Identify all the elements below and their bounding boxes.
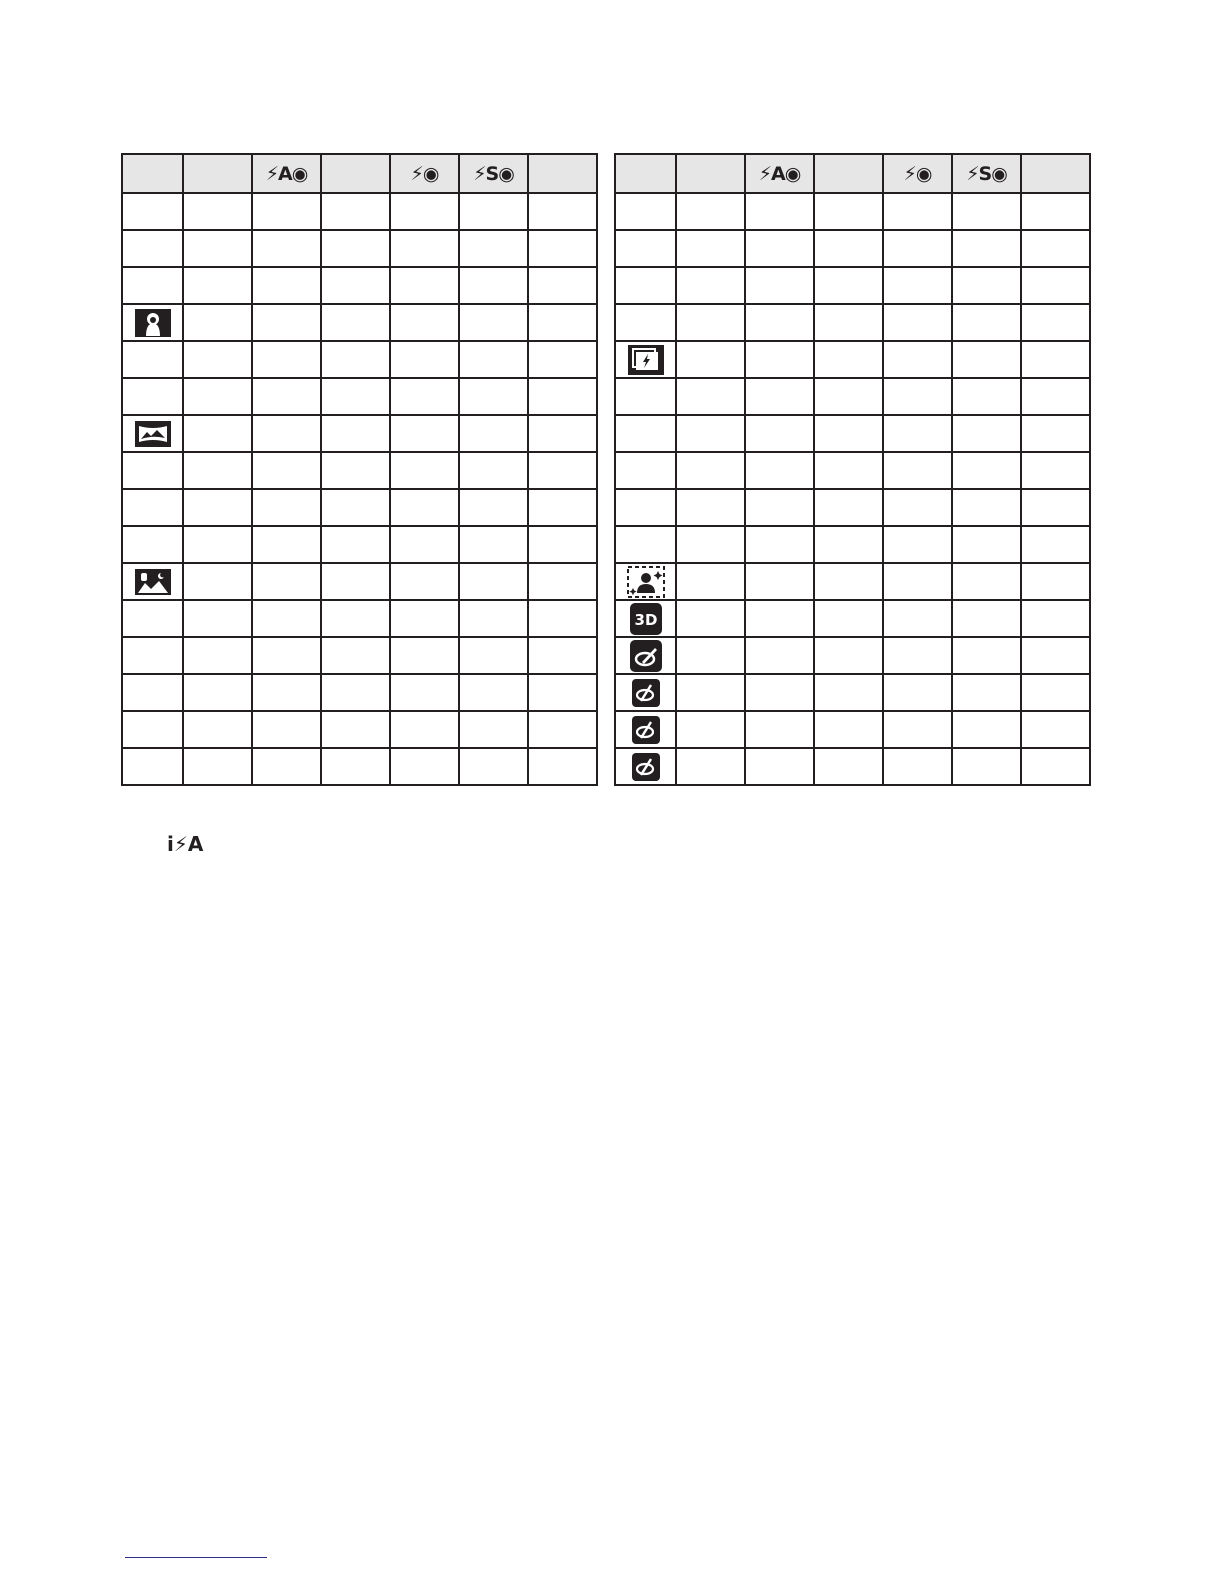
table-cell bbox=[883, 304, 952, 341]
table-cell bbox=[676, 489, 745, 526]
scene-cell bbox=[122, 267, 183, 304]
table-cell bbox=[814, 563, 883, 600]
table-cell bbox=[390, 674, 459, 711]
table-cell bbox=[1021, 563, 1090, 600]
table-cell bbox=[390, 415, 459, 452]
table-cell bbox=[676, 193, 745, 230]
table-cell bbox=[1021, 637, 1090, 674]
table-cell bbox=[528, 637, 597, 674]
table-cell bbox=[952, 563, 1021, 600]
table-cell bbox=[814, 711, 883, 748]
table-cell bbox=[252, 193, 321, 230]
table-cell bbox=[745, 193, 814, 230]
table-cell bbox=[814, 674, 883, 711]
table-cell bbox=[528, 193, 597, 230]
table-cell bbox=[183, 600, 252, 637]
header-cell-slow-redeye: ⚡S◉ bbox=[459, 154, 528, 193]
table-cell bbox=[183, 637, 252, 674]
table-cell bbox=[952, 415, 1021, 452]
table-row bbox=[122, 637, 597, 674]
table-row bbox=[615, 378, 1090, 415]
table-header-row bbox=[122, 154, 597, 193]
table-cell bbox=[252, 748, 321, 785]
table-cell bbox=[745, 637, 814, 674]
table-cell bbox=[321, 489, 390, 526]
scene-cell bbox=[615, 748, 676, 785]
table-cell bbox=[459, 674, 528, 711]
header-cell bbox=[1021, 154, 1090, 193]
table-row bbox=[122, 378, 597, 415]
table-cell bbox=[1021, 674, 1090, 711]
table-cell bbox=[883, 341, 952, 378]
scene-cell bbox=[615, 193, 676, 230]
scene-cell bbox=[615, 674, 676, 711]
table-cell bbox=[1021, 304, 1090, 341]
table-cell bbox=[745, 600, 814, 637]
table-cell bbox=[459, 378, 528, 415]
table-cell bbox=[1021, 600, 1090, 637]
table-cell bbox=[676, 748, 745, 785]
table-cell bbox=[952, 748, 1021, 785]
table-cell bbox=[252, 526, 321, 563]
table-cell bbox=[183, 526, 252, 563]
table-row bbox=[615, 267, 1090, 304]
scene-cell bbox=[615, 378, 676, 415]
table-cell bbox=[252, 674, 321, 711]
table-cell bbox=[676, 637, 745, 674]
table-cell bbox=[321, 637, 390, 674]
table-cell bbox=[390, 489, 459, 526]
table-cell bbox=[528, 526, 597, 563]
table-cell bbox=[883, 267, 952, 304]
table-cell bbox=[528, 267, 597, 304]
table-cell bbox=[390, 600, 459, 637]
table-row bbox=[122, 304, 597, 341]
table-cell bbox=[390, 563, 459, 600]
table-cell bbox=[745, 341, 814, 378]
table-cell bbox=[390, 341, 459, 378]
table-cell bbox=[528, 415, 597, 452]
table-row bbox=[615, 193, 1090, 230]
table-cell bbox=[459, 600, 528, 637]
scene-cell bbox=[122, 378, 183, 415]
table-row bbox=[122, 452, 597, 489]
table-cell bbox=[459, 193, 528, 230]
table-cell bbox=[183, 674, 252, 711]
table-cell bbox=[814, 748, 883, 785]
table-cell bbox=[745, 378, 814, 415]
table-cell bbox=[321, 415, 390, 452]
header-cell bbox=[615, 154, 676, 193]
table-cell bbox=[814, 489, 883, 526]
table-cell bbox=[952, 526, 1021, 563]
table-cell bbox=[1021, 341, 1090, 378]
table-cell bbox=[676, 526, 745, 563]
header-cell-forced-redeye: ⚡◉ bbox=[883, 154, 952, 193]
table-cell bbox=[814, 600, 883, 637]
table-cell bbox=[183, 378, 252, 415]
table-cell bbox=[952, 304, 1021, 341]
table-row bbox=[615, 637, 1090, 674]
scene-cell bbox=[122, 526, 183, 563]
scene-cell bbox=[122, 415, 183, 452]
scene-cell bbox=[122, 637, 183, 674]
table-cell bbox=[252, 563, 321, 600]
table-row bbox=[122, 674, 597, 711]
table-cell bbox=[321, 526, 390, 563]
table-cell bbox=[252, 415, 321, 452]
table-cell bbox=[745, 489, 814, 526]
table-cell bbox=[183, 230, 252, 267]
table-row bbox=[122, 489, 597, 526]
table-row bbox=[615, 748, 1090, 785]
table-cell bbox=[1021, 489, 1090, 526]
table-row bbox=[615, 674, 1090, 711]
table-cell bbox=[390, 526, 459, 563]
table-cell bbox=[390, 378, 459, 415]
scene-cell bbox=[615, 526, 676, 563]
table-cell bbox=[528, 674, 597, 711]
table-cell bbox=[676, 674, 745, 711]
table-cell bbox=[321, 711, 390, 748]
table-cell bbox=[459, 304, 528, 341]
table-cell bbox=[883, 711, 952, 748]
scene-cell bbox=[615, 230, 676, 267]
table-row bbox=[122, 711, 597, 748]
scene-cell bbox=[122, 600, 183, 637]
scene-cell bbox=[122, 341, 183, 378]
table-cell bbox=[390, 748, 459, 785]
table-cell bbox=[1021, 267, 1090, 304]
table-cell bbox=[676, 711, 745, 748]
table-row bbox=[615, 452, 1090, 489]
flash-legend-symbol: i⚡A bbox=[167, 832, 204, 856]
table-cell bbox=[676, 230, 745, 267]
table-cell bbox=[745, 526, 814, 563]
table-cell bbox=[814, 267, 883, 304]
eye-pen-icon bbox=[632, 716, 660, 744]
table-cell bbox=[252, 711, 321, 748]
table-cell bbox=[883, 415, 952, 452]
table-cell bbox=[390, 452, 459, 489]
header-cell bbox=[528, 154, 597, 193]
table-cell bbox=[676, 600, 745, 637]
header-cell-slow-redeye: ⚡S◉ bbox=[952, 154, 1021, 193]
table-row bbox=[122, 341, 597, 378]
table-cell bbox=[952, 341, 1021, 378]
table-cell bbox=[390, 193, 459, 230]
table-cell bbox=[1021, 748, 1090, 785]
scene-cell bbox=[615, 563, 676, 600]
scene-cell bbox=[615, 600, 676, 637]
table-cell bbox=[459, 489, 528, 526]
table-cell bbox=[676, 415, 745, 452]
scene-cell bbox=[615, 267, 676, 304]
table-cell bbox=[528, 304, 597, 341]
table-cell bbox=[459, 267, 528, 304]
table-cell bbox=[952, 489, 1021, 526]
table-cell bbox=[321, 748, 390, 785]
table-cell bbox=[1021, 711, 1090, 748]
table-cell bbox=[321, 378, 390, 415]
table-cell bbox=[952, 267, 1021, 304]
table-cell bbox=[814, 452, 883, 489]
table-cell bbox=[459, 452, 528, 489]
table-cell bbox=[252, 452, 321, 489]
table-cell bbox=[745, 267, 814, 304]
table-cell bbox=[952, 674, 1021, 711]
table-cell bbox=[883, 526, 952, 563]
table-cell bbox=[321, 304, 390, 341]
table-cell bbox=[252, 378, 321, 415]
table-cell bbox=[321, 267, 390, 304]
table-cell bbox=[1021, 452, 1090, 489]
table-cell bbox=[952, 637, 1021, 674]
table-cell bbox=[745, 230, 814, 267]
table-cell bbox=[183, 748, 252, 785]
table-row bbox=[615, 711, 1090, 748]
table-cell bbox=[183, 193, 252, 230]
table-row bbox=[122, 748, 597, 785]
table-cell bbox=[183, 267, 252, 304]
table-cell bbox=[321, 674, 390, 711]
table-cell bbox=[814, 415, 883, 452]
scene-cell bbox=[122, 563, 183, 600]
table-row bbox=[122, 600, 597, 637]
flash-burst-icon bbox=[628, 345, 664, 375]
table-cell bbox=[883, 748, 952, 785]
table-row bbox=[615, 600, 1090, 637]
scene-cell bbox=[122, 674, 183, 711]
table-cell bbox=[528, 230, 597, 267]
table-row bbox=[122, 193, 597, 230]
scene-cell bbox=[615, 304, 676, 341]
table-cell bbox=[528, 600, 597, 637]
scene-cell bbox=[122, 711, 183, 748]
table-cell bbox=[459, 341, 528, 378]
table-cell bbox=[883, 489, 952, 526]
table-cell bbox=[528, 563, 597, 600]
table-cell bbox=[459, 526, 528, 563]
table-cell bbox=[390, 267, 459, 304]
table-row bbox=[615, 341, 1090, 378]
table-row bbox=[615, 230, 1090, 267]
table-cell bbox=[745, 748, 814, 785]
table-cell bbox=[528, 452, 597, 489]
table-cell bbox=[252, 600, 321, 637]
table-cell bbox=[1021, 193, 1090, 230]
table-cell bbox=[321, 600, 390, 637]
table-cell bbox=[252, 304, 321, 341]
table-cell bbox=[390, 304, 459, 341]
table-cell bbox=[252, 341, 321, 378]
table-cell bbox=[814, 304, 883, 341]
scene-cell bbox=[122, 489, 183, 526]
table-cell bbox=[1021, 415, 1090, 452]
table-cell bbox=[321, 193, 390, 230]
header-cell-forced-redeye: ⚡◉ bbox=[390, 154, 459, 193]
table-cell bbox=[528, 341, 597, 378]
table-cell bbox=[814, 193, 883, 230]
table-cell bbox=[183, 452, 252, 489]
table-cell bbox=[952, 452, 1021, 489]
table-cell bbox=[1021, 526, 1090, 563]
table-cell bbox=[321, 563, 390, 600]
table-cell bbox=[676, 304, 745, 341]
table-cell bbox=[252, 489, 321, 526]
table-cell bbox=[183, 563, 252, 600]
table-cell bbox=[676, 267, 745, 304]
scene-cell bbox=[122, 304, 183, 341]
photo-frame-icon bbox=[627, 566, 665, 598]
table-row bbox=[122, 415, 597, 452]
header-cell bbox=[814, 154, 883, 193]
table-cell bbox=[745, 711, 814, 748]
table-cell bbox=[676, 452, 745, 489]
table-cell bbox=[883, 193, 952, 230]
table-cell bbox=[321, 452, 390, 489]
portrait-icon bbox=[135, 309, 171, 337]
table-header-row bbox=[615, 154, 1090, 193]
table-cell bbox=[814, 230, 883, 267]
table-cell bbox=[676, 563, 745, 600]
table-cell bbox=[459, 415, 528, 452]
table-cell bbox=[528, 711, 597, 748]
table-cell bbox=[883, 637, 952, 674]
table-cell bbox=[459, 748, 528, 785]
scene-cell bbox=[122, 452, 183, 489]
table-cell bbox=[390, 637, 459, 674]
table-cell bbox=[183, 341, 252, 378]
table-cell bbox=[745, 452, 814, 489]
table-cell bbox=[676, 341, 745, 378]
table-cell bbox=[883, 600, 952, 637]
table-cell bbox=[745, 674, 814, 711]
table-cell bbox=[1021, 230, 1090, 267]
table-cell bbox=[745, 415, 814, 452]
table-row bbox=[122, 526, 597, 563]
table-cell bbox=[528, 378, 597, 415]
table-row bbox=[615, 526, 1090, 563]
table-cell bbox=[814, 637, 883, 674]
table-cell bbox=[459, 711, 528, 748]
scene-cell bbox=[615, 489, 676, 526]
header-cell-auto-redeye: ⚡A◉ bbox=[252, 154, 321, 193]
table-cell bbox=[952, 600, 1021, 637]
table-cell bbox=[252, 230, 321, 267]
header-cell bbox=[122, 154, 183, 193]
table-row bbox=[615, 489, 1090, 526]
creative-control-icon bbox=[630, 640, 662, 672]
scene-cell bbox=[122, 230, 183, 267]
table-row bbox=[122, 267, 597, 304]
table-cell bbox=[183, 711, 252, 748]
table-cell bbox=[745, 563, 814, 600]
table-cell bbox=[952, 230, 1021, 267]
table-cell bbox=[676, 378, 745, 415]
table-cell bbox=[321, 230, 390, 267]
table-cell bbox=[459, 637, 528, 674]
svg-text:3D: 3D bbox=[634, 610, 657, 629]
table-cell bbox=[528, 748, 597, 785]
table-row bbox=[122, 563, 597, 600]
scene-cell bbox=[615, 415, 676, 452]
table-cell bbox=[883, 378, 952, 415]
table-cell bbox=[528, 489, 597, 526]
table-row bbox=[615, 415, 1090, 452]
table-cell bbox=[814, 341, 883, 378]
flash-compatibility-table-right bbox=[614, 153, 1091, 786]
table-cell bbox=[883, 674, 952, 711]
table-cell bbox=[390, 711, 459, 748]
table-row bbox=[122, 230, 597, 267]
header-cell bbox=[676, 154, 745, 193]
table-row bbox=[615, 304, 1090, 341]
scene-cell bbox=[122, 748, 183, 785]
table-cell bbox=[883, 230, 952, 267]
3d-icon bbox=[630, 603, 662, 635]
table-cell bbox=[952, 193, 1021, 230]
eye-pen-icon bbox=[632, 679, 660, 707]
table-cell bbox=[883, 452, 952, 489]
scene-cell bbox=[615, 711, 676, 748]
table-row bbox=[615, 563, 1090, 600]
scene-cell bbox=[615, 452, 676, 489]
header-cell-auto-redeye: ⚡A◉ bbox=[745, 154, 814, 193]
table-cell bbox=[952, 711, 1021, 748]
handheld-night-icon bbox=[135, 569, 171, 595]
panorama-icon bbox=[135, 421, 171, 447]
flash-compatibility-table-left bbox=[121, 153, 598, 786]
eye-pen-icon bbox=[632, 753, 660, 781]
table-cell bbox=[252, 267, 321, 304]
table-cell bbox=[814, 378, 883, 415]
table-cell bbox=[459, 230, 528, 267]
table-cell bbox=[459, 563, 528, 600]
table-cell bbox=[952, 378, 1021, 415]
header-cell bbox=[183, 154, 252, 193]
footnote-rule bbox=[125, 1557, 267, 1558]
scene-cell bbox=[122, 193, 183, 230]
scene-cell bbox=[615, 341, 676, 378]
table-cell bbox=[814, 526, 883, 563]
table-cell bbox=[183, 489, 252, 526]
table-cell bbox=[883, 563, 952, 600]
scene-cell bbox=[615, 637, 676, 674]
table-cell bbox=[183, 304, 252, 341]
table-cell bbox=[390, 230, 459, 267]
header-cell bbox=[321, 154, 390, 193]
table-cell bbox=[1021, 378, 1090, 415]
table-cell bbox=[252, 637, 321, 674]
table-cell bbox=[321, 341, 390, 378]
table-cell bbox=[183, 415, 252, 452]
table-cell bbox=[745, 304, 814, 341]
